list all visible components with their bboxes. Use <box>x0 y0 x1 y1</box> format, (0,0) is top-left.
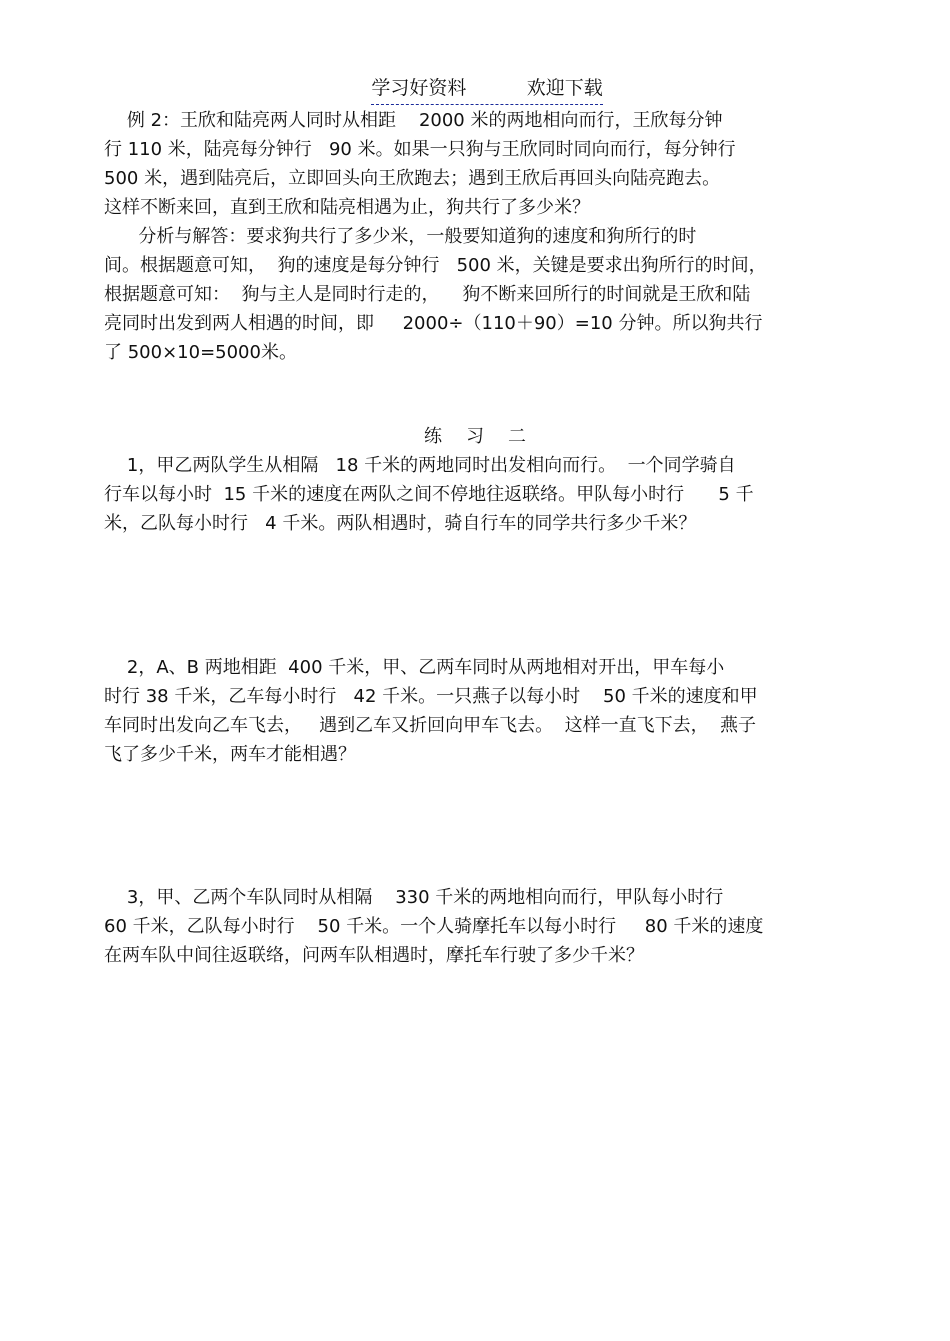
example-answer <box>104 222 844 367</box>
text-line: 2，A、B 两地相距 400 千米，甲、乙两车同时从两地相对开出，甲车每小 <box>104 657 725 678</box>
text-line: 在两车队中间往返联络，问两车队相遇时，摩托车行驶了多少千米？ <box>104 945 644 966</box>
example-question <box>104 106 844 222</box>
header-text: 学习好资料 欢迎下载 <box>371 74 602 105</box>
practice-problem-2 <box>104 653 844 769</box>
text-line: 了 500×10=5000米。 <box>104 342 297 363</box>
text-line: 飞了多少千米，两车才能相遇？ <box>104 744 356 765</box>
text-line: 行车以每小时 15 千米的速度在两队之间不停地往返联络。甲队每小时行 5 千 <box>104 484 754 505</box>
practice-problem-1 <box>104 451 844 538</box>
text-line: 亮同时出发到两人相遇的时间，即 2000÷（110＋90）=10 分钟。所以狗共行 <box>104 313 763 334</box>
text-line: 车同时出发向乙车飞去， 遇到乙车又折回向甲车飞去。 这样一直飞下去， 燕子 <box>104 715 757 736</box>
text-line: 时行 38 千米，乙车每小时行 42 千米。一只燕子以每小时 50 千米的速度和甲 <box>104 686 758 707</box>
text-line: 例 2：王欣和陆亮两人同时从相距 2000 米的两地相向而行，王欣每分钟 <box>104 110 723 131</box>
text-line: 1，甲乙两队学生从相隔 18 千米的两地同时出发相向而行。 一个同学骑自 <box>104 455 736 476</box>
text-line: 500 米，遇到陆亮后，立即回头向王欣跑去；遇到王欣后再回头向陆亮跑去。 <box>104 168 721 189</box>
text-line: 这样不断来回，直到王欣和陆亮相遇为止，狗共行了多少米？ <box>104 197 590 218</box>
text-line: 分析与解答：要求狗共行了多少米，一般要知道狗的速度和狗所行的时 <box>104 226 697 247</box>
text-line: 根据题意可知： 狗与主人是同时行走的， 狗不断来回所行的时间就是王欣和陆 <box>104 284 751 305</box>
practice-title: 练习二 <box>424 426 550 447</box>
text-line: 间。根据题意可知， 狗的速度是每分钟行 500 米，关键是要求出狗所行的时间， <box>104 255 767 276</box>
text-line: 行 110 米，陆亮每分钟行 90 米。如果一只狗与王欣同时同向而行，每分钟行 <box>104 139 736 160</box>
practice-problem-3 <box>104 883 844 970</box>
text-line: 3，甲、乙两个车队同时从相隔 330 千米的两地相向而行，甲队每小时行 <box>104 887 724 908</box>
text-line: 米，乙队每小时行 4 千米。两队相遇时，骑自行车的同学共行多少千米？ <box>104 513 697 534</box>
text-line: 60 千米，乙队每小时行 50 千米。一个人骑摩托车以每小时行 80 千米的速度 <box>104 916 764 937</box>
